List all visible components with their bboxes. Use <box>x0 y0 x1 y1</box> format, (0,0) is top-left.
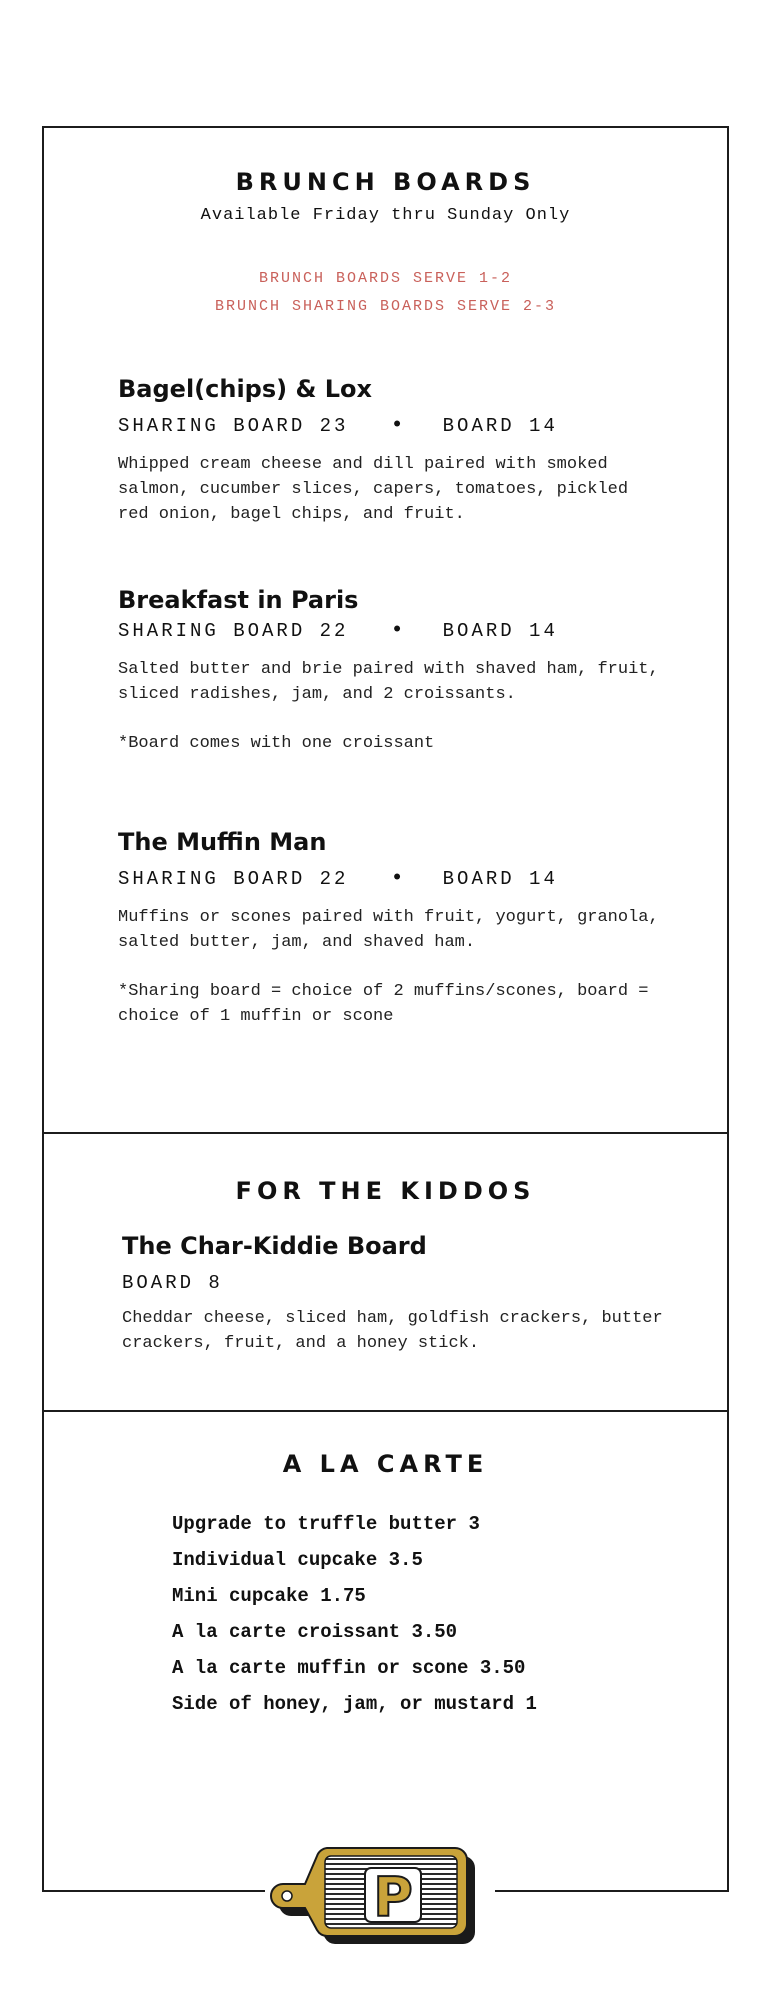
kiddos-section <box>44 1177 727 1205</box>
board-price: BOARD 14 <box>442 867 558 890</box>
menu-frame <box>42 126 729 1892</box>
cutting-board-logo-icon <box>265 1838 495 1958</box>
item-name: The Char-Kiddie Board <box>122 1232 427 1260</box>
price-row <box>118 866 667 891</box>
kiddos-title: FOR THE KIDDOS <box>235 1177 536 1205</box>
menu-item-muffin-man <box>44 828 727 1029</box>
brunch-section <box>44 168 727 321</box>
board-price: BOARD 8 <box>122 1272 223 1294</box>
alacarte-title: A LA CARTE <box>282 1450 489 1478</box>
item-description: Salted butter and brie paired with shaved ham, fruit, sliced radishes, jam, and 2 croissants. <box>118 660 659 704</box>
separator-dot: • <box>390 413 407 438</box>
menu-item-bagel <box>44 375 727 527</box>
list-item: Mini cupcake 1.75 <box>172 1585 366 1607</box>
item-description: Muffins or scones paired with fruit, yogurt, granola, salted butter, jam, and shaved ham. <box>118 908 659 952</box>
logo-letter: P <box>373 1866 413 1929</box>
item-description: Whipped cream cheese and dill paired with smoked salmon, cucumber slices, capers, tomatoes, pickled red onion, bagel chips, and fruit. <box>118 455 629 524</box>
separator-dot: • <box>390 866 407 891</box>
serve-note-2: BRUNCH SHARING BOARDS SERVE 2-3 <box>214 298 557 315</box>
handle-hole <box>282 1891 292 1901</box>
brunch-title: BRUNCH BOARDS <box>235 168 536 196</box>
list-item: A la carte croissant 3.50 <box>172 1621 458 1643</box>
section-divider <box>44 1410 727 1412</box>
serve-note-1: BRUNCH BOARDS SERVE 1-2 <box>258 270 513 287</box>
alacarte-list <box>44 1506 727 1722</box>
list-item: Upgrade to truffle butter 3 <box>172 1513 480 1535</box>
item-name: Bagel(chips) & Lox <box>118 375 373 403</box>
price-row <box>118 618 667 643</box>
brunch-subtitle: Available Friday thru Sunday Only <box>200 206 571 225</box>
menu-item-char-kiddie <box>44 1232 727 1356</box>
list-item: Side of honey, jam, or mustard 1 <box>172 1693 537 1715</box>
item-note: *Sharing board = choice of 2 muffins/scones, board = choice of 1 muffin or scone <box>118 982 649 1026</box>
sharing-price: SHARING BOARD 22 <box>118 619 349 642</box>
sharing-price: SHARING BOARD 23 <box>118 414 349 437</box>
separator-dot: • <box>390 618 407 643</box>
item-note: *Board comes with one croissant <box>118 734 435 753</box>
menu-item-breakfast-paris <box>44 586 727 756</box>
sharing-price: SHARING BOARD 22 <box>118 867 349 890</box>
list-item: Individual cupcake 3.5 <box>172 1549 423 1571</box>
alacarte-section <box>44 1450 727 1478</box>
section-divider <box>44 1132 727 1134</box>
item-name: The Muffin Man <box>118 828 327 856</box>
board-price: BOARD 14 <box>442 619 558 642</box>
board-price: BOARD 14 <box>442 414 558 437</box>
price-row <box>118 413 667 438</box>
list-item: A la carte muffin or scone 3.50 <box>172 1657 526 1679</box>
item-name: Breakfast in Paris <box>118 586 359 614</box>
item-description: Cheddar cheese, sliced ham, goldfish crackers, butter crackers, fruit, and a honey stick. <box>122 1309 663 1353</box>
